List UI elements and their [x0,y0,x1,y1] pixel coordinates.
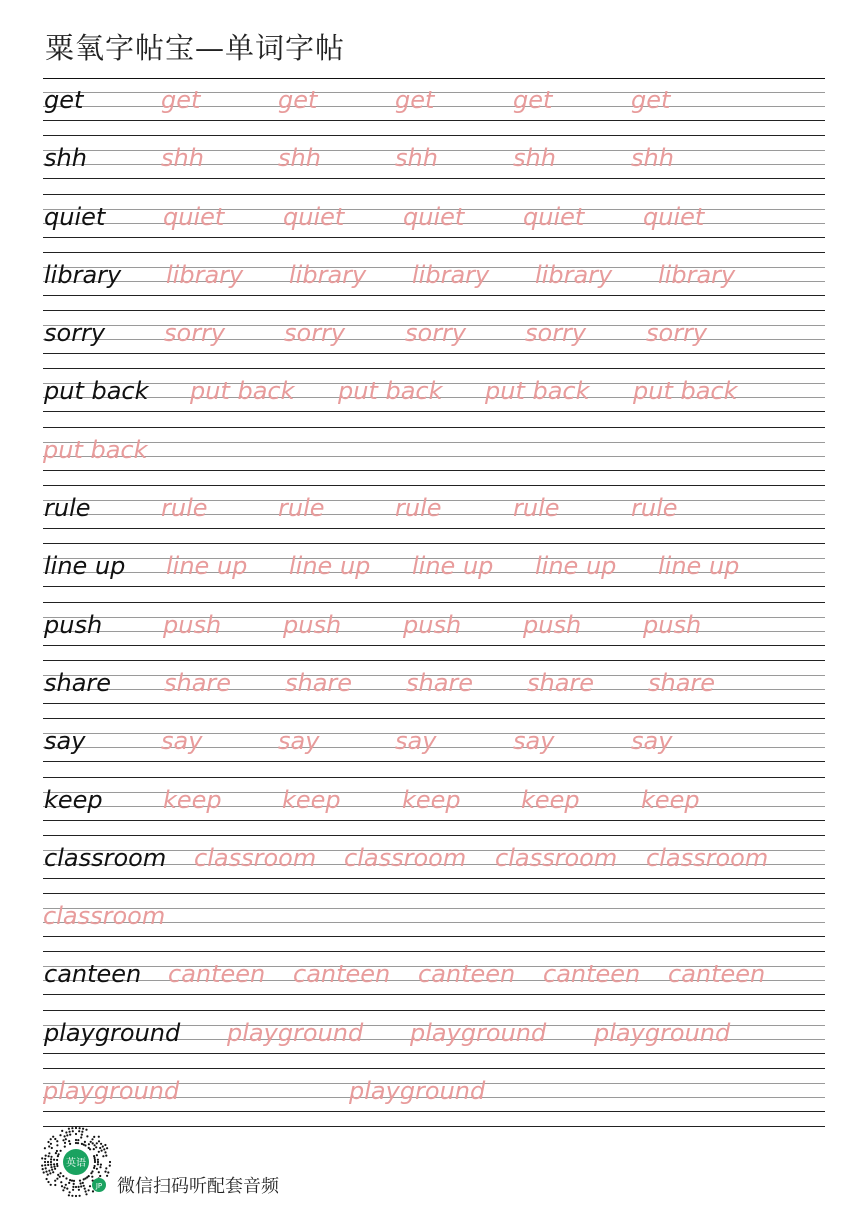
model-word: keep [44,785,103,814]
trace-word: quiet [643,202,705,231]
ruling-line [43,878,825,879]
qr-code-icon[interactable] [40,1126,112,1198]
model-word: quiet [44,202,106,231]
trace-word: classroom [43,902,166,931]
practice-row [43,1011,825,1069]
trace-word: say [161,727,203,756]
qr-corner-text: JP [95,1182,103,1190]
trace-word: library [658,260,736,289]
trace-word: get [395,86,435,114]
model-word: rule [44,494,91,523]
trace-word: line up [412,552,494,581]
trace-word: push [163,610,222,639]
trace-word: canteen [293,960,391,989]
trace-word: rule [631,494,678,523]
model-word: library [44,260,122,289]
practice-row [43,311,825,369]
ruling-line [43,456,825,457]
trace-word: sorry [284,319,346,348]
trace-word: put back [190,377,295,406]
trace-word: say [278,727,320,756]
ruling-line [43,442,825,443]
trace-word: say [631,727,673,756]
practice-sheet [43,78,825,1127]
ruling-line [43,703,825,704]
trace-word: put back [43,435,148,464]
practice-row [43,1069,825,1127]
trace-word: get [513,86,553,114]
practice-row [43,778,825,836]
ruling-line [43,353,825,354]
trace-word: push [283,610,342,639]
model-word: put back [44,377,149,406]
practice-row [43,78,825,136]
trace-word: line up [658,552,740,581]
trace-word: share [648,668,716,697]
trace-word: sorry [405,319,467,348]
trace-word: put back [485,377,590,406]
ruling-line [43,178,825,179]
trace-word: rule [395,494,442,523]
trace-word: classroom [344,843,467,872]
ruling-line [43,237,825,238]
model-word: canteen [44,960,142,989]
model-word: playground [44,1018,181,1047]
model-word: say [44,727,86,756]
trace-word: share [285,668,353,697]
trace-word: playground [349,1077,486,1106]
trace-word: quiet [163,202,225,231]
trace-word: classroom [646,843,769,872]
ruling-line [43,586,825,587]
model-word: shh [44,144,87,173]
ruling-line [43,1053,825,1054]
ruling-line [43,994,825,995]
ruling-line [43,411,825,412]
trace-word: shh [161,144,204,173]
trace-word: line up [166,552,248,581]
practice-row [43,428,825,486]
practice-row [43,253,825,311]
trace-word: playground [43,1077,180,1106]
trace-word: rule [161,494,208,523]
trace-word: library [166,260,244,289]
trace-word: push [643,610,702,639]
trace-word: share [406,668,474,697]
trace-word: line up [535,552,617,581]
trace-word: say [395,727,437,756]
trace-word: canteen [668,960,766,989]
ruling-line [43,120,825,121]
trace-word: classroom [194,843,317,872]
trace-word: sorry [525,319,587,348]
trace-word: quiet [523,202,585,231]
trace-word: get [631,86,671,114]
trace-word: line up [289,552,371,581]
model-word: classroom [44,843,167,872]
trace-word: share [527,668,595,697]
footer [40,1126,440,1206]
practice-row [43,603,825,661]
model-word: line up [44,552,126,581]
practice-row [43,136,825,194]
practice-row [43,486,825,544]
qr-badge-text: 英语 [66,1158,86,1169]
trace-word: library [289,260,367,289]
practice-row [43,661,825,719]
page-title: 粟氧字帖宝—单词字帖 [45,31,346,65]
trace-word: push [403,610,462,639]
trace-word: keep [282,785,341,814]
practice-row [43,719,825,777]
practice-row [43,952,825,1010]
ruling-line [43,820,825,821]
trace-word: keep [163,785,222,814]
model-word: sorry [44,319,106,348]
trace-word: keep [521,785,580,814]
practice-row [43,195,825,253]
trace-word: quiet [283,202,345,231]
practice-row [43,894,825,952]
trace-word: library [535,260,613,289]
trace-word: canteen [543,960,641,989]
trace-word: shh [631,144,674,173]
trace-word: share [164,668,232,697]
ruling-line [43,528,825,529]
ruling-line [43,1111,825,1112]
ruling-line [43,936,825,937]
ruling-line [43,470,825,471]
trace-word: rule [278,494,325,523]
trace-word: playground [227,1018,364,1047]
trace-word: keep [641,785,700,814]
trace-word: rule [513,494,560,523]
trace-word: quiet [403,202,465,231]
model-word: share [44,668,112,697]
trace-word: keep [402,785,461,814]
trace-word: classroom [495,843,618,872]
trace-word: get [161,86,201,114]
ruling-line [43,645,825,646]
trace-word: push [523,610,582,639]
trace-word: say [513,727,555,756]
ruling-line [43,761,825,762]
trace-word: put back [633,377,738,406]
trace-word: shh [513,144,556,173]
trace-word: playground [410,1018,547,1047]
trace-word: playground [594,1018,731,1047]
trace-word: put back [338,377,443,406]
trace-word: shh [395,144,438,173]
trace-word: canteen [168,960,266,989]
trace-word: shh [278,144,321,173]
model-word: push [44,610,103,639]
trace-word: library [412,260,490,289]
practice-row [43,544,825,602]
practice-row [43,836,825,894]
trace-word: sorry [646,319,708,348]
audio-caption: 微信扫码听配套音频 [117,1176,279,1197]
trace-word: get [278,86,318,114]
trace-word: canteen [418,960,516,989]
model-word: get [44,86,84,114]
practice-row [43,369,825,427]
ruling-line [43,295,825,296]
trace-word: sorry [164,319,226,348]
